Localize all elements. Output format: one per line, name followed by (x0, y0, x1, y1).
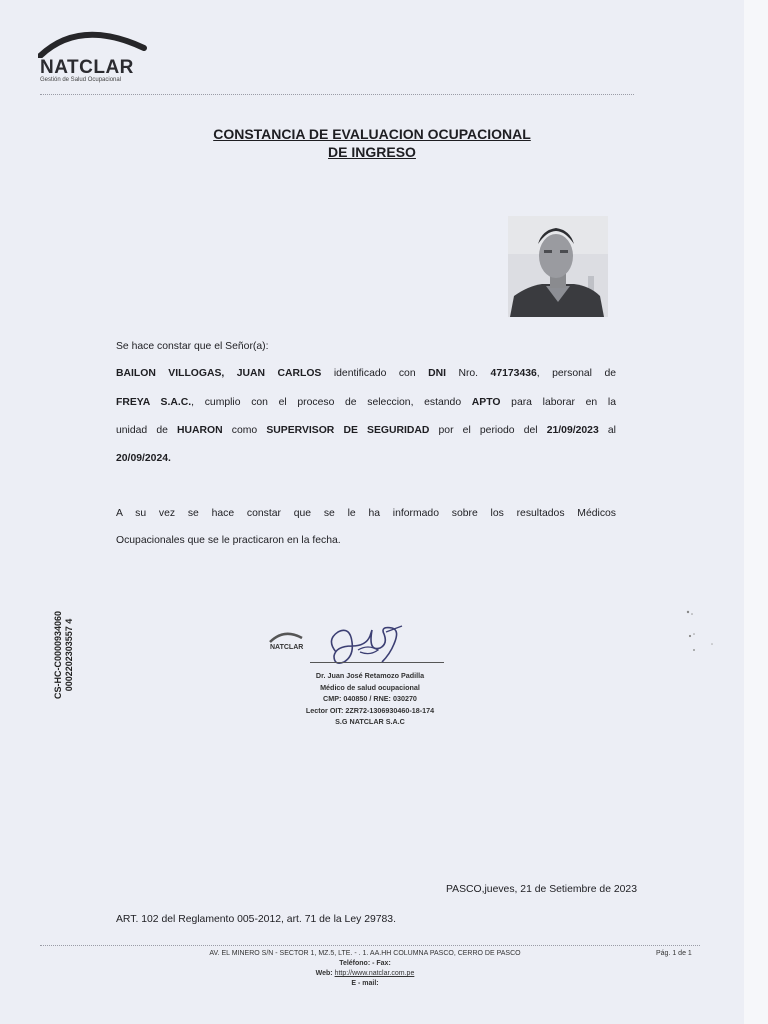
footer-address: AV. EL MINERO S/N - SECTOR 1, MZ.5, LTE. - . 1. AA.HH COLUMNA PASCO, CERRO DE PASCO (209, 950, 521, 957)
fitness-status: APTO (471, 397, 501, 408)
document-subtitle: DE INGRESO (328, 144, 416, 160)
results-notice-line-2: Ocupacionales que se le practicaron en la fecha. (116, 535, 341, 546)
dni-number: 47173436 (490, 368, 537, 379)
period-end: 20/09/2024. (116, 453, 171, 464)
footer-email: E - mail: (351, 980, 379, 987)
certificate-line-1: BAILON VILLOGAS, JUAN CARLOS identificado con DNI Nro. 47173436, personal de (116, 368, 617, 379)
handwritten-signature (322, 622, 412, 672)
page-edge (744, 0, 768, 1024)
footer-phone: Teléfono: - Fax: (339, 960, 391, 967)
natclar-logo (38, 26, 158, 86)
id-type: DNI (428, 368, 446, 379)
footer (150, 949, 580, 989)
document-title: CONSTANCIA DE EVALUACION OCUPACIONAL (213, 126, 531, 142)
logo-arc-icon (38, 26, 148, 58)
certificate-line-2: FREYA S.A.C., cumplio con el proceso de seleccion, estando APTO para laborar en la (116, 397, 616, 408)
signature-block (280, 670, 460, 728)
certificate-line-3: unidad de HUARON como SUPERVISOR DE SEGURIDAD por el periodo del 21/09/2023 al (116, 425, 616, 436)
footer-web: Web: http://www.natclar.com.pe (315, 970, 415, 977)
scan-specks (682, 606, 722, 656)
website-link[interactable]: http://www.natclar.com.pe (334, 970, 415, 977)
page-number: Pág. 1 de 1 (656, 950, 692, 957)
side-code (48, 606, 82, 698)
footer-divider (40, 945, 700, 946)
legal-reference: ART. 102 del Reglamento 005-2012, art. 71 de la Ley 29783. (116, 914, 396, 925)
period-start: 21/09/2023 (546, 425, 599, 436)
doctor-cmp: CMP: 040850 / RNE: 030270 (323, 694, 417, 703)
doctor-role: Médico de salud ocupacional (320, 682, 420, 692)
stamp-logo-name: NATCLAR (270, 644, 304, 651)
signature-line (310, 662, 444, 663)
header-divider (40, 94, 634, 95)
employee-name: BAILON VILLOGAS, JUAN CARLOS (116, 368, 322, 379)
mining-unit: HUARON (177, 425, 223, 436)
signature-natclar-logo (268, 628, 308, 658)
intro-text: Se hace constar que el Señor(a): (116, 341, 269, 352)
job-position: SUPERVISOR DE SEGURIDAD (266, 425, 430, 436)
employee-photo (508, 216, 608, 317)
side-code-line-1: CS-HC-C0000934060 (53, 610, 63, 700)
doctor-oit: Lector OIT: 2ZR72-1306930460-18-174 (305, 705, 435, 715)
stamp-arc-icon (268, 628, 304, 644)
company-name: FREYA S.A.C. (116, 397, 192, 408)
place-date: PASCO,jueves, 21 de Setiembre de 2023 (446, 884, 637, 895)
results-notice-line-1: A su vez se hace constar que se le ha informado sobre los resultados Médicos (116, 508, 616, 519)
doctor-name: Dr. Juan José Retamozo Padilla (315, 671, 425, 680)
logo-name: NATCLAR (40, 57, 134, 78)
side-code-line-2: 0002202303557 4 (64, 618, 74, 692)
logo-subtitle: Gestión de Salud Ocupacional (40, 77, 122, 83)
doctor-organization: S.G NATCLAR S.A.C (335, 717, 405, 726)
certificate-line-4 (116, 452, 616, 466)
